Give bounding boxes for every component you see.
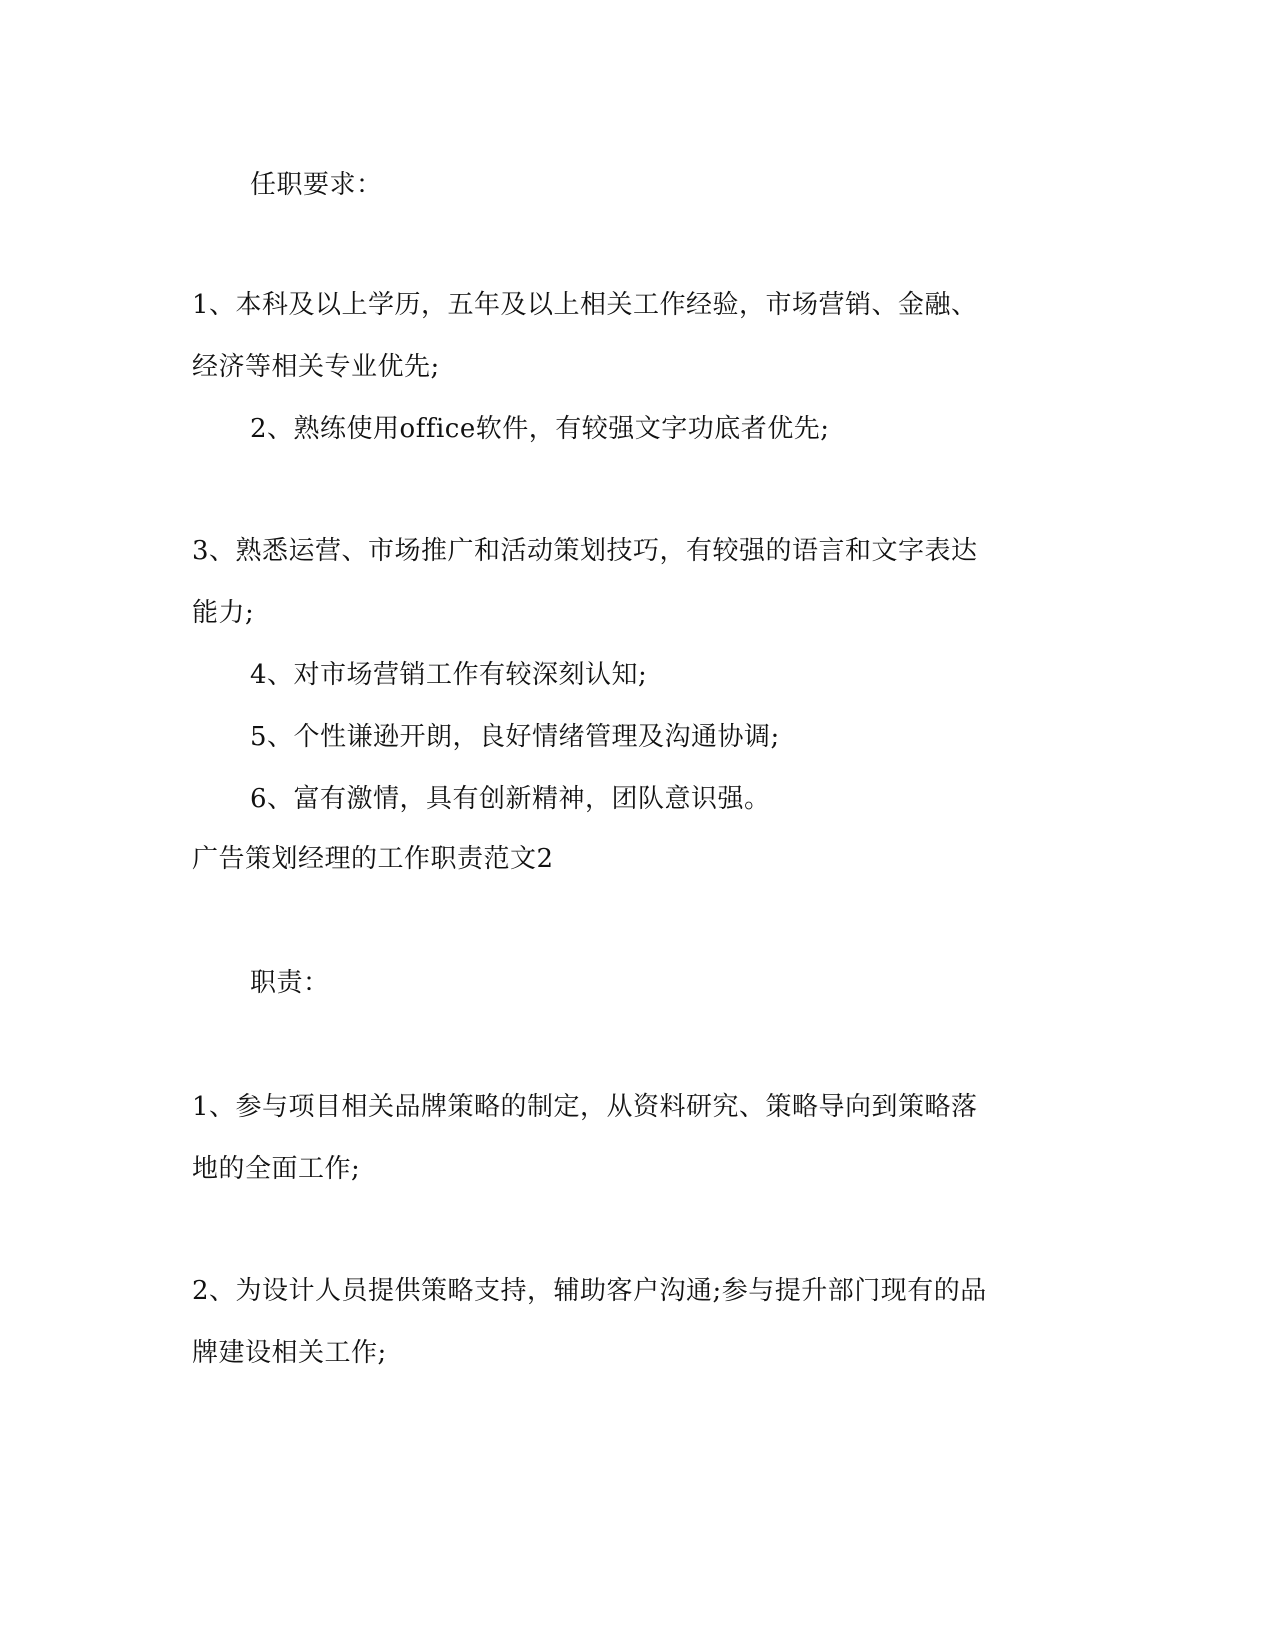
duty-1-line-1: 1、参与项目相关品牌策略的制定，从资料研究、策略导向到策略落 (192, 1092, 978, 1122)
duties-heading: 职责： (250, 968, 330, 998)
requirements-heading: 任职要求： (250, 170, 383, 200)
requirement-6: 6、富有激情，具有创新精神，团队意识强。 (250, 784, 771, 814)
requirement-4: 4、对市场营销工作有较深刻认知; (250, 660, 648, 690)
requirement-1-line-2: 经济等相关专业优先; (192, 352, 440, 382)
requirement-3-line-1: 3、熟悉运营、市场推广和活动策划技巧，有较强的语言和文字表达 (192, 536, 978, 566)
requirement-2: 2、熟练使用office软件，有较强文字功底者优先; (250, 414, 830, 444)
requirement-1-line-1: 1、本科及以上学历，五年及以上相关工作经验，市场营销、金融、 (192, 290, 978, 320)
section-title: 广告策划经理的工作职责范文2 (192, 844, 554, 874)
duty-2-line-1: 2、为设计人员提供策略支持，辅助客户沟通;参与提升部门现有的品 (192, 1276, 987, 1306)
requirement-5: 5、个性谦逊开朗，良好情绪管理及沟通协调; (250, 722, 780, 752)
duty-1-line-2: 地的全面工作; (192, 1154, 361, 1184)
duty-2-line-2: 牌建设相关工作; (192, 1338, 387, 1368)
requirement-3-line-2: 能力; (192, 598, 255, 628)
